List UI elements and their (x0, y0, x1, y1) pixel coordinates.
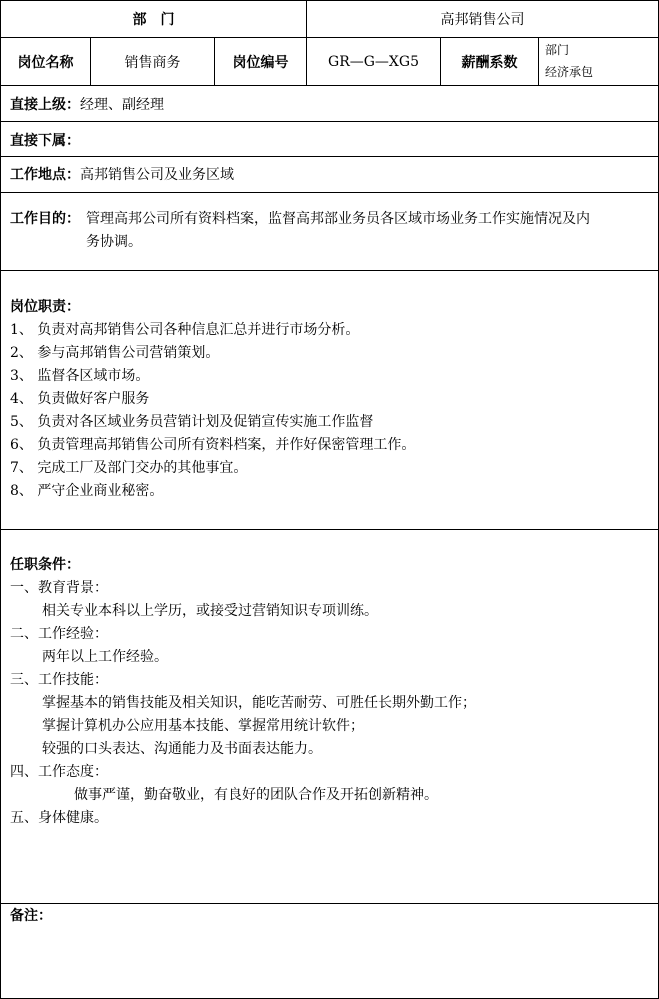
requirement-heading: 五、身体健康。 (10, 810, 108, 826)
position-name-label: 岗位名称 (1, 38, 91, 85)
requirement-detail: 较强的口头表达、沟通能力及书面表达能力。 (42, 741, 322, 757)
salary-coefficient-label: 薪酬系数 (441, 38, 539, 85)
department-row (1, 1, 658, 38)
remarks-label: 备注： (10, 908, 52, 924)
requirement-heading: 三、工作技能： (10, 672, 108, 688)
superior-label: 直接上级： (10, 97, 80, 113)
requirement-heading: 四、工作态度： (10, 764, 108, 780)
purpose-label: 工作目的： (10, 211, 80, 227)
duty-item: 8、 严守企业商业秘密。 (10, 483, 164, 499)
requirement-heading: 二、工作经验： (10, 626, 108, 642)
duty-item: 7、 完成工厂及部门交办的其他事宜。 (10, 460, 248, 476)
purpose-row (1, 193, 658, 271)
duties-title: 岗位职责： (10, 299, 80, 315)
duty-item: 4、 负责做好客户服务 (10, 391, 150, 407)
location-value: 高邦销售公司及业务区域 (80, 167, 234, 183)
department-value: 高邦销售公司 (440, 12, 525, 28)
position-code-label: 岗位编号 (215, 38, 307, 85)
requirement-detail: 掌握基本的销售技能及相关知识，能吃苦耐劳、可胜任长期外勤工作； (42, 695, 476, 711)
duties-row (1, 271, 658, 530)
department-label: 部 门 (1, 1, 307, 37)
requirements-row (1, 530, 658, 904)
position-name-value: 销售商务 (91, 38, 215, 85)
subordinate-label: 直接下属： (10, 133, 80, 149)
purpose-line-2: 务协调。 (86, 234, 142, 250)
duty-item: 1、 负责对高邦销售公司各种信息汇总并进行市场分析。 (10, 322, 360, 338)
salary-coefficient-value (539, 38, 658, 85)
duty-item: 2、 参与高邦销售公司营销策划。 (10, 345, 220, 361)
superior-row (1, 86, 658, 122)
requirement-detail: 做事严谨，勤奋敬业，有良好的团队合作及开拓创新精神。 (74, 787, 438, 803)
subordinate-row (1, 122, 658, 157)
location-label: 工作地点： (10, 167, 80, 183)
superior-value: 经理、副经理 (80, 97, 164, 113)
location-row (1, 157, 658, 193)
position-row (1, 38, 658, 86)
duty-item: 5、 负责对各区域业务员营销计划及促销宣传实施工作监督 (10, 414, 374, 430)
position-code-value: GR—G—XG5 (307, 38, 441, 85)
remarks-row (1, 904, 658, 998)
requirement-detail: 掌握计算机办公应用基本技能、掌握常用统计软件； (42, 718, 364, 734)
salary-value-line2: 经济承包 (545, 65, 594, 79)
requirements-list (10, 577, 476, 830)
requirement-detail: 两年以上工作经验。 (42, 649, 168, 665)
duty-item: 3、 监督各区域市场。 (10, 368, 150, 384)
requirements-title: 任职条件： (10, 557, 80, 573)
duties-list (10, 319, 415, 503)
purpose-line-1: 管理高邦公司所有资料档案，监督高邦部业务员各区域市场业务工作实施情况及内 (86, 211, 590, 227)
requirement-heading: 一、教育背景： (10, 580, 108, 596)
salary-value-line1: 部门 (545, 43, 570, 57)
duty-item: 6、 负责管理高邦销售公司所有资料档案，并作好保密管理工作。 (10, 437, 416, 453)
requirement-detail: 相关专业本科以上学历，或接受过营销知识专项训练。 (42, 603, 378, 619)
